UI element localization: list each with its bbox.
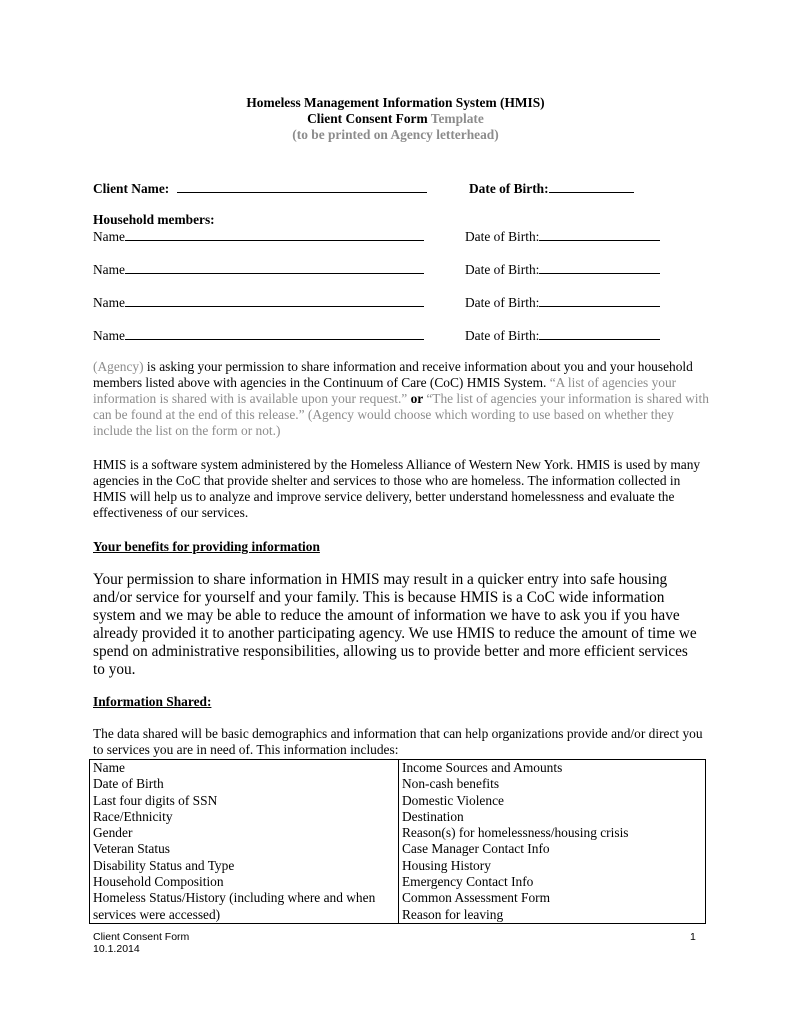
- client-dob-label: Date of Birth:: [469, 181, 549, 196]
- household-dob-field[interactable]: [539, 228, 660, 241]
- client-name-row: [93, 180, 427, 197]
- household-dob-row: [465, 228, 660, 245]
- household-dob-field[interactable]: [539, 327, 660, 340]
- list-item: Housing History: [402, 857, 491, 873]
- household-name-field[interactable]: [125, 327, 424, 340]
- footer-date: 10.1.2014: [93, 943, 140, 955]
- household-dob-row: [465, 327, 660, 344]
- footer-form-name: Client Consent Form: [93, 931, 190, 943]
- client-name-label: Client Name:: [93, 181, 170, 196]
- consent-text: is asking your permission to share information and receive information about you and your household members listed above with agencies in the Continuum of Care (CoC) HMIS System.: [93, 359, 693, 390]
- list-item: Date of Birth: [93, 776, 164, 792]
- list-item: Reason for leaving: [402, 906, 504, 922]
- household-dob-label: Date of Birth:: [465, 295, 540, 310]
- benefits-heading: Your benefits for providing information: [93, 539, 320, 554]
- household-name-field[interactable]: [125, 228, 424, 241]
- info-left-column: [90, 760, 399, 924]
- hmis-paragraph: HMIS is a software system administered by the Homeless Alliance of Western New York. HMIS is used by many agencies in the CoC that provide shelter and services to those who are homeless. The information collected in HMIS will help us to analyze and improve service delivery, better understand homelessness and evaluate the effectiveness of our services.: [93, 457, 701, 520]
- info-shared-heading: Information Shared:: [93, 694, 212, 709]
- household-name-field[interactable]: [125, 294, 424, 307]
- household-name-label: Name: [93, 229, 125, 244]
- household-name-label: Name: [93, 295, 125, 310]
- household-dob-field[interactable]: [539, 294, 660, 307]
- list-item: Veteran Status: [93, 841, 170, 857]
- list-item: Last four digits of SSN: [93, 792, 218, 808]
- list-item: Reason(s) for homelessness/housing crisis: [402, 825, 629, 841]
- wording-option-2: “The list of agencies your information is shared with can be found at the end of this release.” (Agency would choose which wording to use based on whether they include the list on the form or not.): [93, 391, 709, 438]
- list-item: Domestic Violence: [402, 792, 504, 808]
- list-item: Gender: [93, 825, 133, 841]
- household-dob-label: Date of Birth:: [465, 328, 540, 343]
- household-name-row: [93, 327, 424, 344]
- document-title: Homeless Management Information System (HMIS): [246, 95, 545, 110]
- wording-option-1: “A list of agencies your information is shared with is available upon your request.”: [93, 375, 677, 406]
- household-dob-field[interactable]: [539, 261, 660, 274]
- list-item: Case Manager Contact Info: [402, 841, 550, 857]
- or-connector: or: [410, 391, 427, 406]
- form-title: [0, 111, 791, 127]
- list-item: Name: [93, 760, 125, 775]
- list-item: Income Sources and Amounts: [402, 760, 563, 775]
- benefits-paragraph: Your permission to share information in HMIS may result in a quicker entry into safe housing and/or service for yourself and your family. This is because HMIS is a CoC wide information system and we may be able to reduce the amount of information we have to ask you if you have already provided it to another participating agency. We use HMIS to reduce the amount of time we spend on administrative responsibilities, allowing us to provide better and more efficient services to you.: [93, 571, 697, 678]
- household-dob-label: Date of Birth:: [465, 262, 540, 277]
- household-name-field[interactable]: [125, 261, 424, 274]
- client-name-field[interactable]: [177, 180, 427, 193]
- list-item: Disability Status and Type: [93, 857, 235, 873]
- household-name-label: Name: [93, 262, 125, 277]
- table-row: [90, 760, 706, 924]
- list-item: Household Composition: [93, 874, 224, 890]
- list-item: Destination: [402, 808, 464, 824]
- household-dob-row: [465, 294, 660, 311]
- list-item: Emergency Contact Info: [402, 874, 534, 890]
- list-item: Race/Ethnicity: [93, 808, 173, 824]
- agency-placeholder: (Agency): [93, 359, 144, 374]
- list-item: Homeless Status/History (including where and when services were accessed): [93, 890, 376, 922]
- client-dob-row: [469, 180, 634, 197]
- form-title-template: Template: [430, 111, 484, 126]
- info-right-column: [399, 760, 706, 924]
- household-name-row: [93, 261, 424, 278]
- household-dob-label: Date of Birth:: [465, 229, 540, 244]
- info-shared-table: [89, 759, 706, 924]
- household-name-row: [93, 294, 424, 311]
- household-name-label: Name: [93, 328, 125, 343]
- info-shared-intro: The data shared will be basic demographics and information that can help organizations provide and/or direct you to services you are in need of. This information includes:: [93, 726, 703, 757]
- client-dob-field[interactable]: [549, 180, 634, 193]
- letterhead-note: (to be printed on Agency letterhead): [292, 127, 499, 142]
- form-title-text: Client Consent Form: [307, 111, 428, 126]
- household-heading: Household members:: [93, 212, 215, 227]
- household-name-row: [93, 228, 424, 245]
- list-item: Non-cash benefits: [402, 776, 500, 792]
- household-dob-row: [465, 261, 660, 278]
- list-item: Common Assessment Form: [402, 890, 551, 906]
- page-number: 1: [690, 931, 696, 943]
- consent-paragraph: [93, 359, 713, 439]
